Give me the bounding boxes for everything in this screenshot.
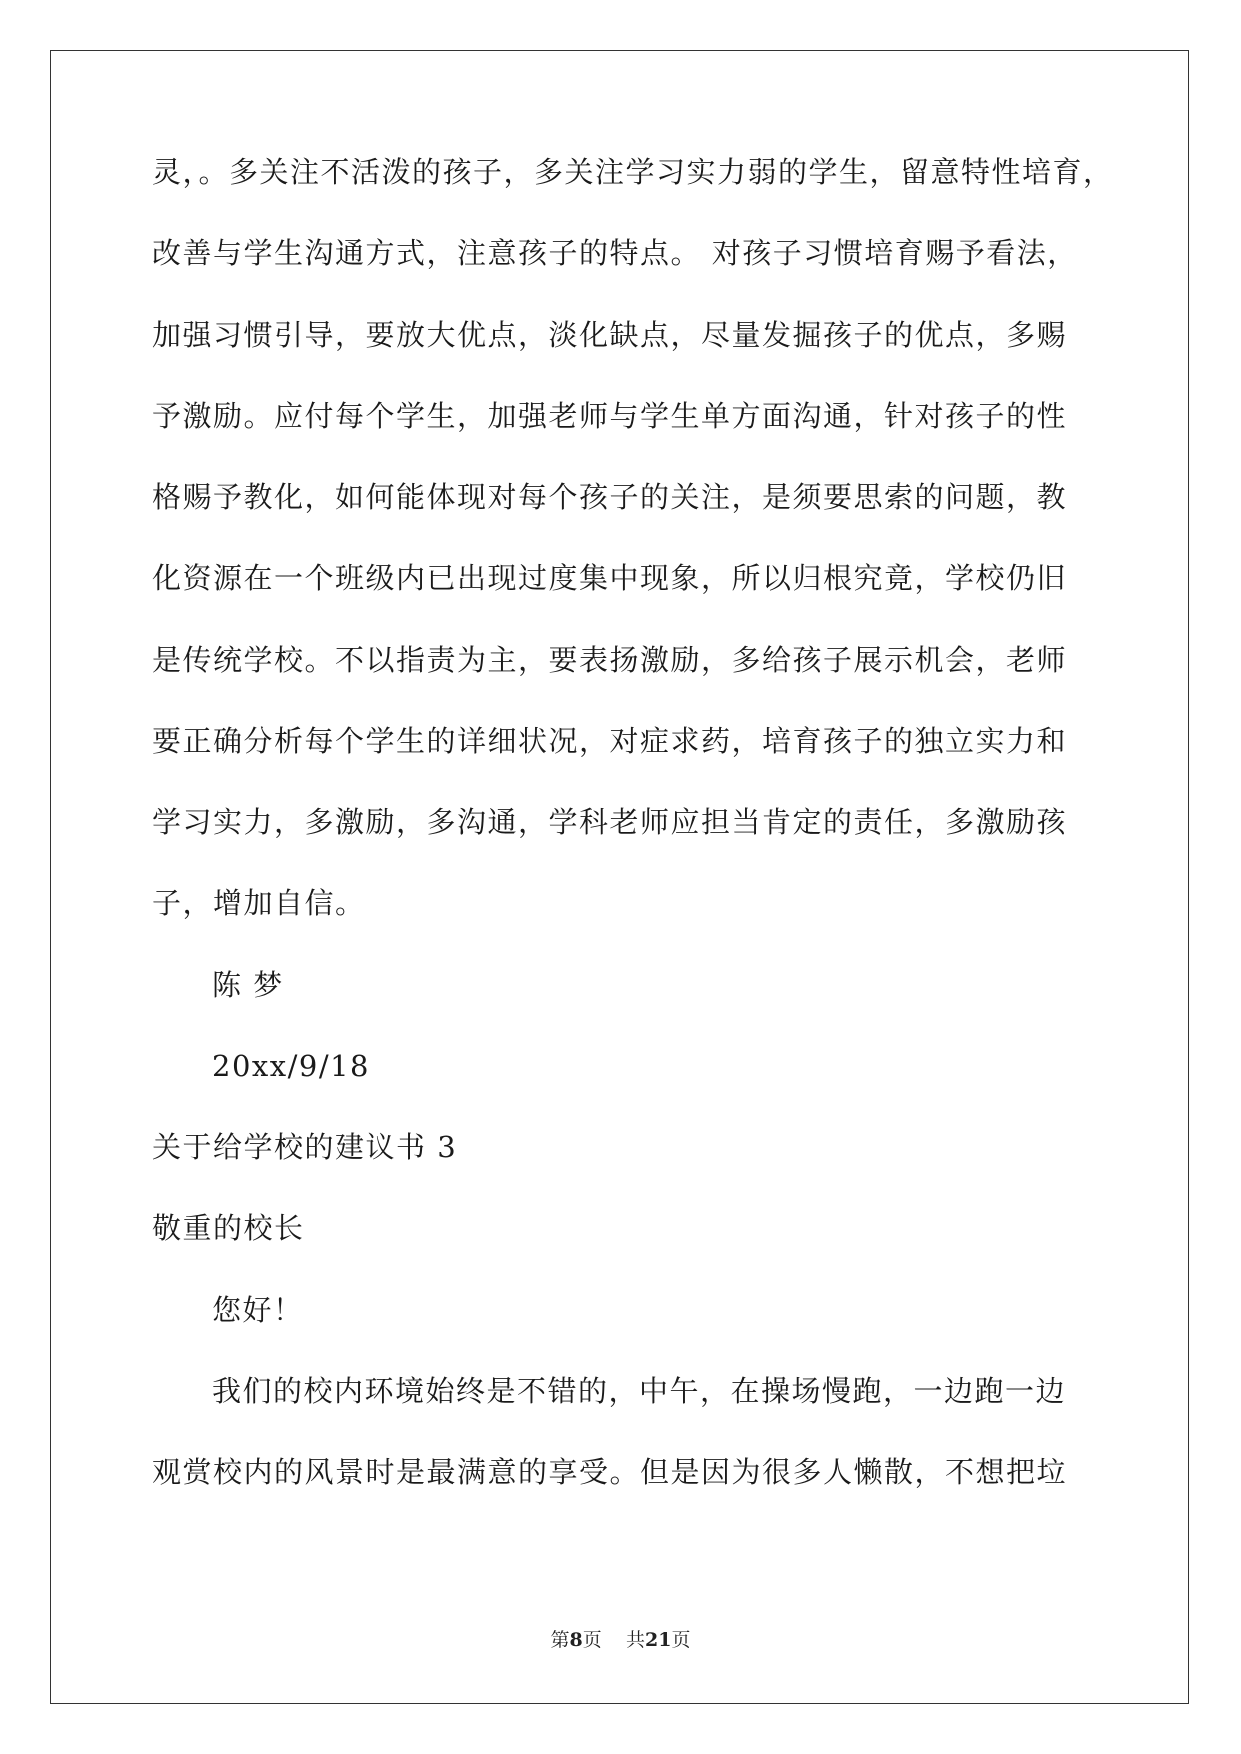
para2-line-1: 我们的校内环境始终是不错的，中午，在操场慢跑，一边跑一边 bbox=[212, 1374, 1067, 1408]
body-line-5: 格赐予教化，如何能体现对每个孩子的关注，是须要思索的问题，教 bbox=[152, 480, 1068, 514]
para2-line-2: 观赏校内的风景时是最满意的享受。但是因为很多人懒散，不想把垃 bbox=[152, 1455, 1068, 1489]
body-line-2: 改善与学生沟通方式，注意孩子的特点。 对孩子习惯培育赐予看法， bbox=[152, 236, 1078, 270]
body-line-8: 要正确分析每个学生的详细状况，对症求药，培育孩子的独立实力和 bbox=[152, 724, 1068, 758]
footer-total-pages: 21 bbox=[644, 1629, 672, 1651]
document-body-cont bbox=[152, 1452, 1092, 1497]
greeting: 您好！ bbox=[212, 1293, 304, 1327]
footer-page-suffix: 页 bbox=[582, 1629, 602, 1651]
section-title: 关于给学校的建议书 3 bbox=[152, 1130, 458, 1164]
footer-prefix: 第 bbox=[550, 1629, 570, 1651]
body-line-3: 加强习惯引导，要放大优点，淡化缺点，尽量发掘孩子的优点，多赐 bbox=[152, 318, 1068, 352]
body-line-9: 学习实力，多激励，多沟通，学科老师应担当肯定的责任，多激励孩 bbox=[152, 805, 1068, 839]
footer-page-number: 8 bbox=[569, 1629, 583, 1651]
body-line-7: 是传统学校。不以指责为主，要表扬激励，多给孩子展示机会，老师 bbox=[152, 643, 1068, 677]
document-body bbox=[152, 152, 1114, 1408]
footer-total-prefix: 共 bbox=[625, 1629, 645, 1651]
body-line-4: 予激励。应付每个学生，加强老师与学生单方面沟通，针对孩子的性 bbox=[152, 399, 1068, 433]
signature-date: 20xx/9/18 bbox=[212, 1049, 371, 1083]
signature-name: 陈 梦 bbox=[212, 968, 284, 1002]
salutation: 敬重的校长 bbox=[152, 1211, 305, 1245]
body-line-10: 子，增加自信。 bbox=[152, 886, 366, 920]
page-footer bbox=[0, 1625, 1241, 1652]
body-line-6: 化资源在一个班级内已出现过度集中现象，所以归根究竟，学校仍旧 bbox=[152, 561, 1068, 595]
footer-total-suffix: 页 bbox=[671, 1629, 691, 1651]
body-line-1: 灵，。多关注不活泼的孩子，多关注学习实力弱的学生，留意特性培育， bbox=[152, 155, 1114, 189]
